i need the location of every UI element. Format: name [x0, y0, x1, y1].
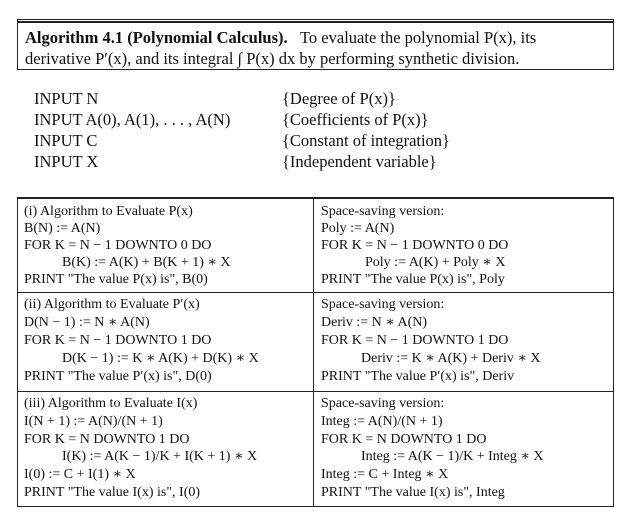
input-comment: {Coefficients of P(x)} [282, 110, 429, 129]
section-title: Space-saving version: [321, 396, 445, 411]
input-row [34, 110, 614, 131]
input-label: INPUT A(0), A(1), . . . , A(N) [34, 110, 231, 129]
code-line: B(K) := A(K) + B(K + 1) ∗ X [62, 255, 231, 270]
code-line: I(N + 1) := A(N)/(N + 1) [24, 414, 163, 429]
code-line: Deriv := N ∗ A(N) [321, 315, 428, 330]
algorithm-title: Algorithm 4.1 (Polynomial Calculus). [25, 28, 288, 47]
header-text [25, 27, 610, 69]
code-line: FOR K = N DOWNTO 1 DO [24, 432, 190, 447]
header-description-1: To evaluate the polynomial P(x), its [300, 28, 537, 47]
code-line: I(K) := A(K − 1)/K + I(K + 1) ∗ X [62, 449, 258, 464]
section-divider [17, 391, 614, 392]
code-line: Integ := A(N)/(N + 1) [321, 414, 443, 429]
code-line: I(0) := C + I(1) ∗ X [24, 467, 136, 482]
code-line: FOR K = N − 1 DOWNTO 0 DO [321, 238, 509, 253]
code-line: PRINT "The value I(x) is", Integ [321, 485, 505, 500]
code-line: PRINT "The value P(x) is", B(0) [24, 272, 208, 287]
input-comment: {Constant of integration} [282, 131, 450, 150]
input-row [34, 131, 614, 152]
header-line-1 [25, 27, 610, 48]
code-line: PRINT "The value P′(x) is", Deriv [321, 369, 515, 384]
input-comment: {Independent variable} [282, 152, 437, 171]
section-title: (i) Algorithm to Evaluate P(x) [24, 204, 193, 219]
section-title: (ii) Algorithm to Evaluate P′(x) [24, 297, 200, 312]
code-line: Poly := A(N) [321, 221, 395, 236]
code-line: D(K − 1) := K ∗ A(K) + D(K) ∗ X [62, 351, 259, 366]
column-divider [313, 197, 314, 507]
code-line: Integ := A(K − 1)/K + Integ ∗ X [361, 449, 544, 464]
input-comment: {Degree of P(x)} [282, 89, 396, 108]
code-line: B(N) := A(N) [24, 221, 101, 236]
code-line: Integ := C + Integ ∗ X [321, 467, 449, 482]
section-divider [17, 292, 614, 293]
code-line: Poly := A(K) + Poly ∗ X [365, 255, 506, 270]
section-title: (iii) Algorithm to Evaluate I(x) [24, 396, 198, 411]
code-line: PRINT "The value P(x) is", Poly [321, 272, 505, 287]
input-label: INPUT N [34, 89, 99, 108]
section-title: Space-saving version: [321, 204, 445, 219]
input-row [34, 152, 614, 173]
code-line: Deriv := K ∗ A(K) + Deriv ∗ X [361, 351, 541, 366]
code-line: FOR K = N − 1 DOWNTO 1 DO [321, 333, 509, 348]
code-line: FOR K = N − 1 DOWNTO 1 DO [24, 333, 212, 348]
code-line: PRINT "The value P′(x) is", D(0) [24, 369, 212, 384]
input-row [34, 89, 614, 110]
section-title: Space-saving version: [321, 297, 445, 312]
code-line: PRINT "The value I(x) is", I(0) [24, 485, 201, 500]
header-description-2: derivative P′(x), and its integral ∫ P(x) dx by performing synthetic division. [25, 49, 520, 68]
input-label: INPUT C [34, 131, 98, 150]
code-line: FOR K = N DOWNTO 1 DO [321, 432, 487, 447]
input-label: INPUT X [34, 152, 99, 171]
code-line: D(N − 1) := N ∗ A(N) [24, 315, 150, 330]
code-line: FOR K = N − 1 DOWNTO 0 DO [24, 238, 212, 253]
